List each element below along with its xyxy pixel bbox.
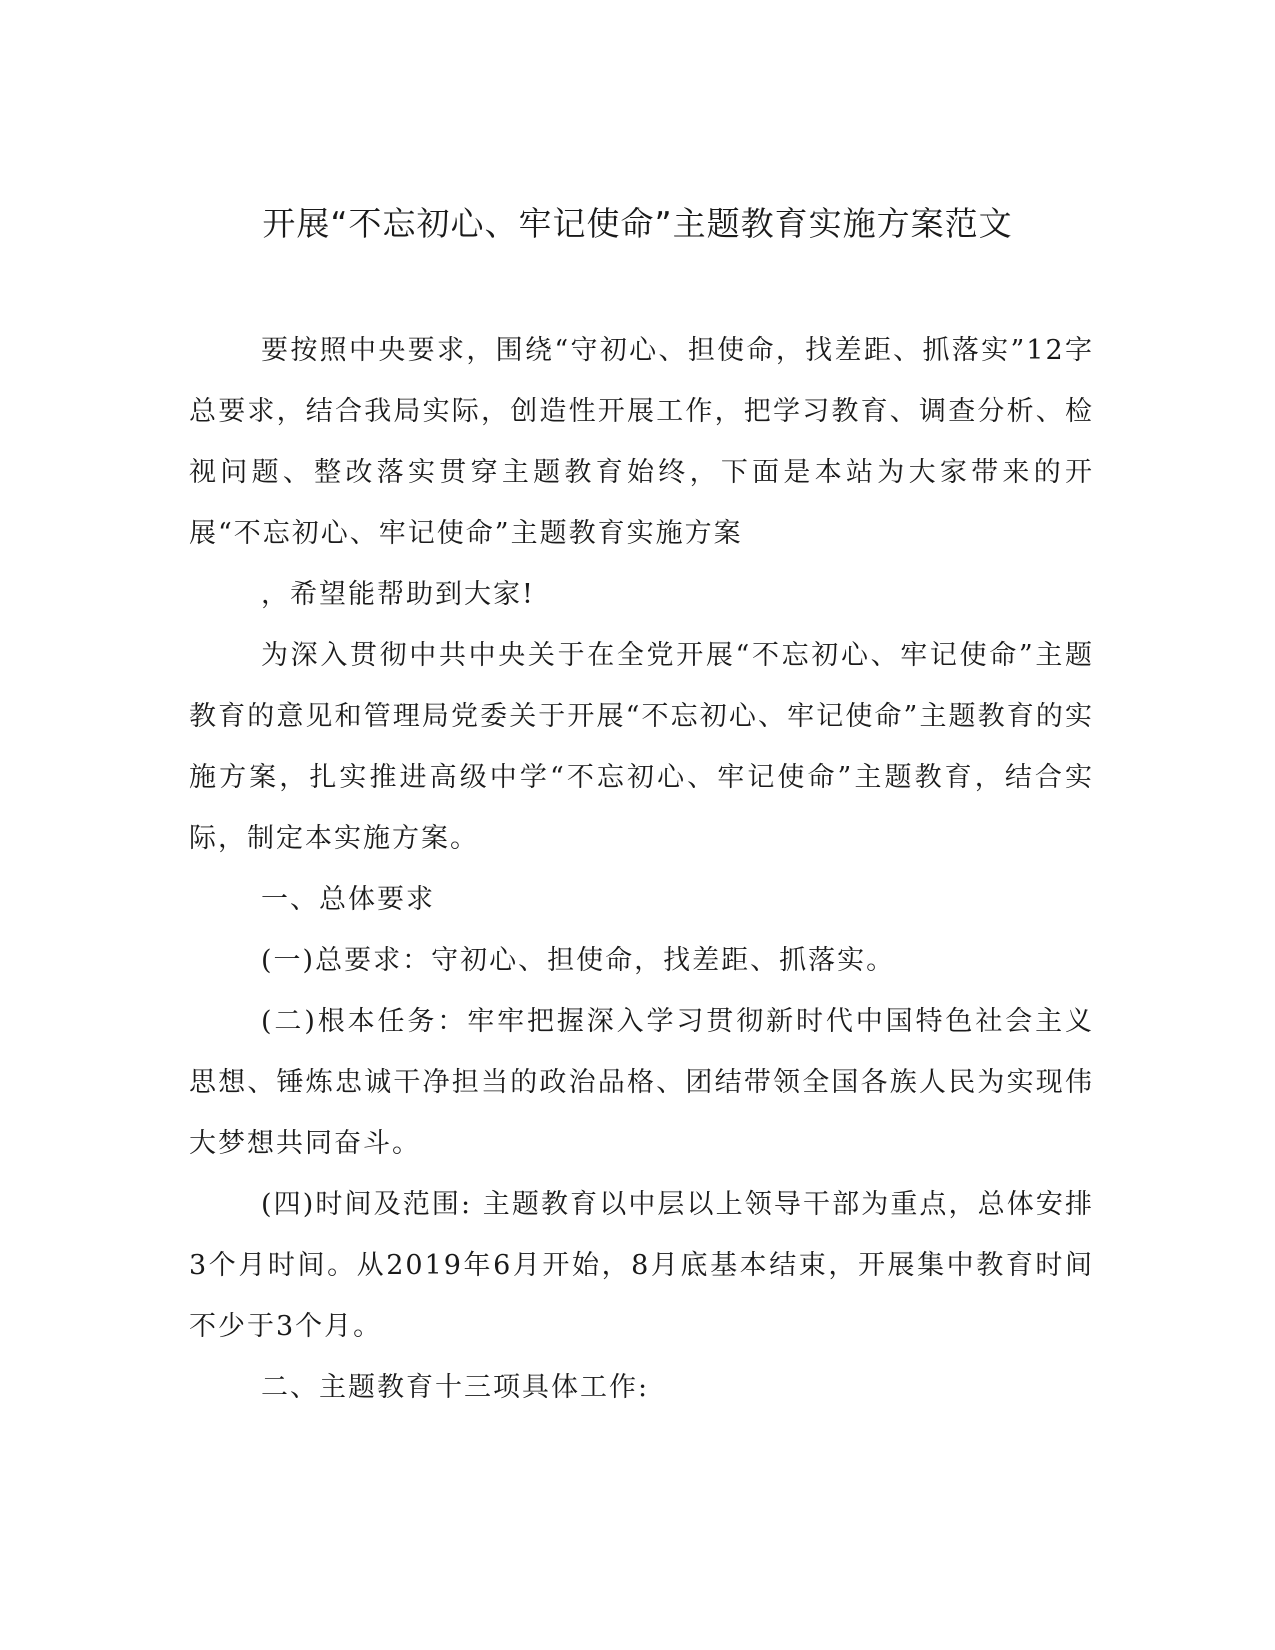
paragraph-time-scope: (四)时间及范围: 主题教育以中层以上领导干部为重点，总体安排3个月时间。从2019年6月开始，8月底基本结束，开展集中教育时间不少于3个月。 — [189, 1189, 1094, 1342]
paragraph-intro: 要按照中央要求，围绕“守初心、担使命，找差距、抓落实”12字总要求，结合我局实际，创造性开展工作，把学习教育、调查分析、检视问题、整改落实贯穿主题教育始终，下面是本站为大家带来的开展“不忘初心、牢记使命”主题教育实施方案 — [189, 335, 1094, 549]
section-heading-tasks: 二、主题教育十三项具体工作: — [261, 1372, 650, 1403]
paragraph-fundamental-task: (二)根本任务：牢牢把握深入学习贯彻新时代中国特色社会主义思想、锤炼忠诚干净担当的政治品格、团结带领全国各族人民为实现伟大梦想共同奋斗。 — [189, 1006, 1094, 1159]
document-title: 开展“不忘初心、牢记使命”主题教育实施方案范文 — [262, 204, 1013, 243]
paragraph-purpose: 为深入贯彻中共中央关于在全党开展“不忘初心、牢记使命”主题教育的意见和管理局党委关于开展“不忘初心、牢记使命”主题教育的实施方案，扎实推进高级中学“不忘初心、牢记使命”主题教育，结合实际，制定本实施方案。 — [189, 640, 1094, 854]
document-body — [189, 320, 1094, 1418]
paragraph-wish: ，希望能帮助到大家! — [261, 579, 535, 610]
paragraph-general-requirement: (一)总要求：守初心、担使命，找差距、抓落实。 — [261, 945, 896, 976]
section-heading-overall: 一、总体要求 — [261, 884, 435, 915]
